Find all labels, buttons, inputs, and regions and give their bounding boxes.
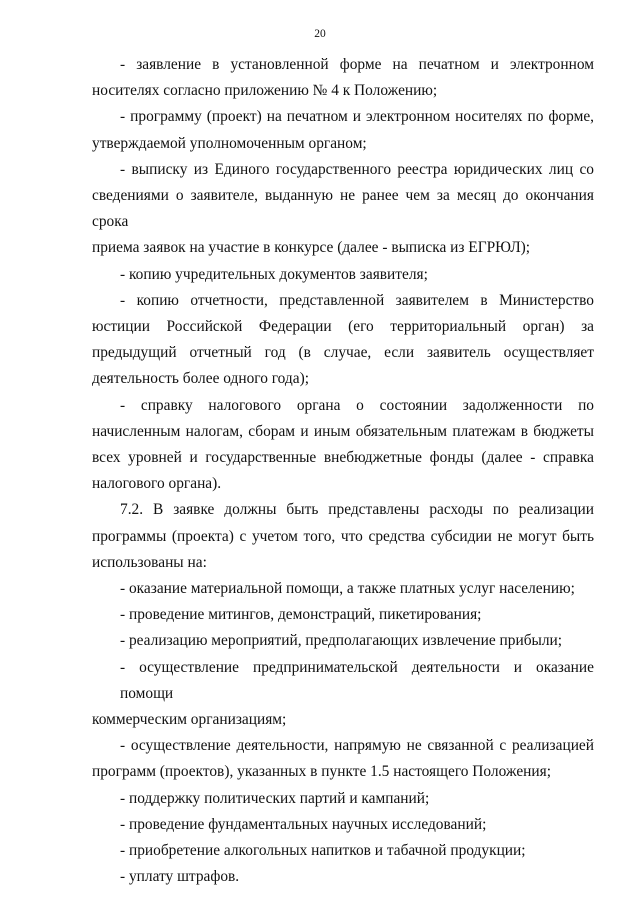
text-line: 7.2. В заявке должны быть представлены расходы по реализации xyxy=(120,501,594,519)
text-line: - оказание материальной помощи, а также платных услуг населению; xyxy=(120,580,575,598)
paragraph xyxy=(92,655,594,734)
paragraph xyxy=(92,786,594,812)
text-line: начисленным налогам, сборам и иным обязательным платежам в бюджеты xyxy=(92,422,594,440)
text-line: - осуществление деятельности, напрямую не связанной с реализацией xyxy=(120,737,594,755)
text-line: - уплату штрафов. xyxy=(120,868,240,886)
paragraph xyxy=(92,576,594,602)
document-body xyxy=(92,52,594,891)
text-line: - проведение фундаментальных научных исследований; xyxy=(120,815,487,833)
page-number: 20 xyxy=(314,28,326,40)
text-line: - поддержку политических партий и кампаний; xyxy=(120,789,430,807)
text-line: использованы на: xyxy=(92,553,207,571)
paragraph xyxy=(92,838,594,864)
text-line: носителях согласно приложению № 4 к Положению; xyxy=(92,82,438,100)
text-line: - программу (проект) на печатном и электронном носителях по форме, xyxy=(120,108,594,126)
paragraph xyxy=(92,393,594,498)
text-line: - копию учредительных документов заявителя; xyxy=(120,265,428,283)
paragraph xyxy=(92,602,594,628)
text-line: программы (проекта) с учетом того, что средства субсидии не могут быть xyxy=(92,527,594,545)
text-line: юстиции Российской Федерации (его территориальный орган) за xyxy=(92,318,594,336)
text-line: - заявление в установленной форме на печатном и электронном xyxy=(120,56,594,73)
paragraph xyxy=(92,628,594,654)
text-line: приема заявок на участие в конкурсе (далее - выписка из ЕГРЮЛ); xyxy=(92,239,531,257)
paragraph xyxy=(92,733,594,785)
text-line: - проведение митингов, демонстраций, пикетирования; xyxy=(120,606,482,624)
paragraph xyxy=(92,288,594,393)
text-line: утверждаемой уполномоченным органом; xyxy=(92,134,367,152)
text-line: всех уровней и государственные внебюджетные фонды (далее - справка xyxy=(92,449,594,467)
text-line: - выписку из Единого государственного реестра юридических лиц со xyxy=(120,160,594,178)
text-line: деятельность более одного года); xyxy=(92,370,309,388)
text-line: коммерческим организациям; xyxy=(92,711,287,729)
text-line: сведениями о заявителе, выданную не ранее чем за месяц до окончания срока xyxy=(92,187,594,231)
paragraph xyxy=(92,497,594,576)
text-line: - приобретение алкогольных напитков и табачной продукции; xyxy=(120,842,526,860)
text-line: - реализацию мероприятий, предполагающих извлечение прибыли; xyxy=(120,632,563,650)
text-line: программ (проектов), указанных в пункте 1.5 настоящего Положения; xyxy=(92,763,551,781)
text-line: - справку налогового органа о состоянии задолженности по xyxy=(120,396,594,414)
paragraph xyxy=(92,262,594,288)
paragraph xyxy=(92,104,594,156)
paragraph xyxy=(92,52,594,104)
text-line: - копию отчетности, представленной заявителем в Министерство xyxy=(120,291,594,309)
paragraph xyxy=(92,157,594,262)
paragraph xyxy=(92,812,594,838)
text-line: предыдущий отчетный год (в случае, если заявитель осуществляет xyxy=(92,344,594,362)
text-line: - осуществление предпринимательской деятельности и оказание помощи xyxy=(120,658,594,702)
paragraph xyxy=(92,864,594,890)
text-line: налогового органа). xyxy=(92,475,222,493)
